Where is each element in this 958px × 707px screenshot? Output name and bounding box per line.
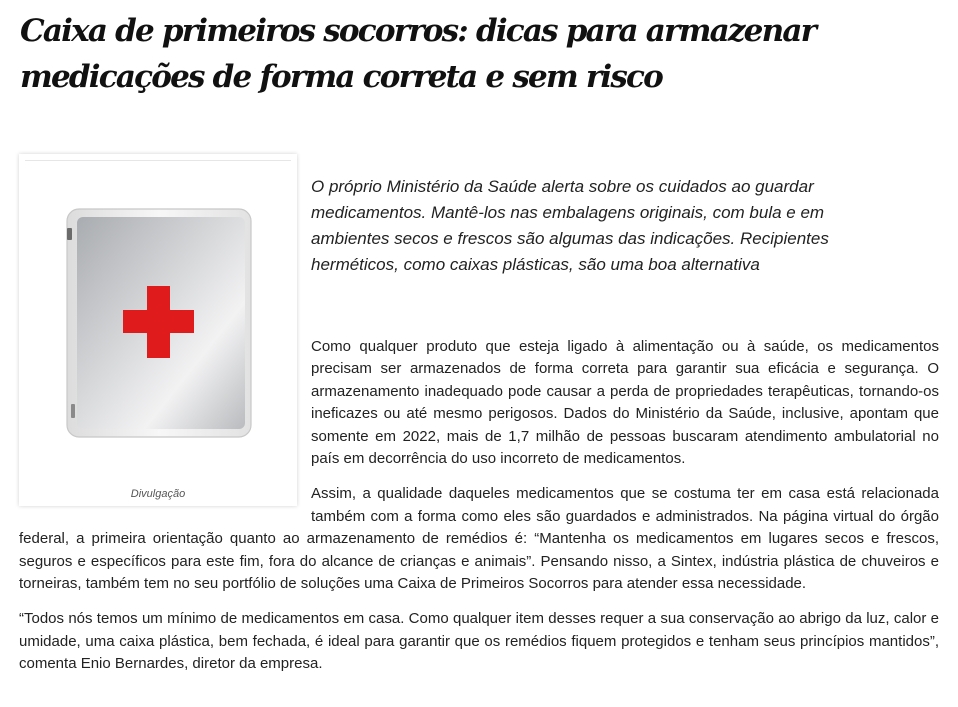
article-lead: O próprio Ministério da Saúde alerta sobre os cuidados ao guardar medicamentos. Mantê-los nas embalagens originais, com bula e em ambientes secos e frescos são algumas das indicações. Recipientes herméticos, como caixas plásticas, são uma boa alternativa [311,177,829,274]
article-paragraph-1: Como qualquer produto que esteja ligado à alimentação ou à saúde, os medicamentos precisam ser armazenados de forma correta para garantir sua eficácia e segurança. O armazenamento inadequado pode causar a perda de propriedades terapêuticas, tornando-os ineficazes ou até mesmo perigosos. Dados do Ministério da Saúde, inclusive, apontam que somente em 2022, mais de 1,7 milhão de pessoas buscaram atendimento ambulatorial no país em decorrência do uso incorreto de medicamentos. [311,338,939,468]
cabinet-hinge-top [67,228,72,240]
red-cross-horizontal [123,310,194,333]
article-figure [19,154,297,506]
first-aid-cabinet-icon [65,206,253,438]
article-headline: Caixa de primeiros socorros: dicas para armazenar medicações de forma correta e sem risco [20,13,816,95]
article-paragraph-3: “Todos nós temos um mínimo de medicamentos em casa. Como qualquer item desses requer a sua conservação ao abrigo da luz, calor e umidade, uma caixa plástica, bem fechada, é ideal para garantir que os remédios fiquem protegidos e tenham seus princípios mantidos”, comenta Enio Bernardes, diretor da empresa. [19,610,939,673]
article-paragraph-2: Assim, a qualidade daqueles medicamentos que se costuma ter em casa está relacionada também com a forma como eles são guardados e administrados. Na página virtual do órgão federal, a primeira orientação quanto ao armazenamento de remédios é: “Mantenha os medicamentos em lugares secos e frescos, seguros e específicos para este fim, fora do alcance de crianças e animais”. Pensando nisso, a Sintex, indústria plástica de chuveiros e torneiras, também tem no seu portfólio de soluções uma Caixa de Primeiros Socorros para atender essa necessidade. [19,485,939,593]
figure-caption: Divulgação [130,488,186,500]
cabinet-hinge-bottom [71,404,75,418]
article-body [19,154,939,689]
figure-divider [25,160,291,161]
